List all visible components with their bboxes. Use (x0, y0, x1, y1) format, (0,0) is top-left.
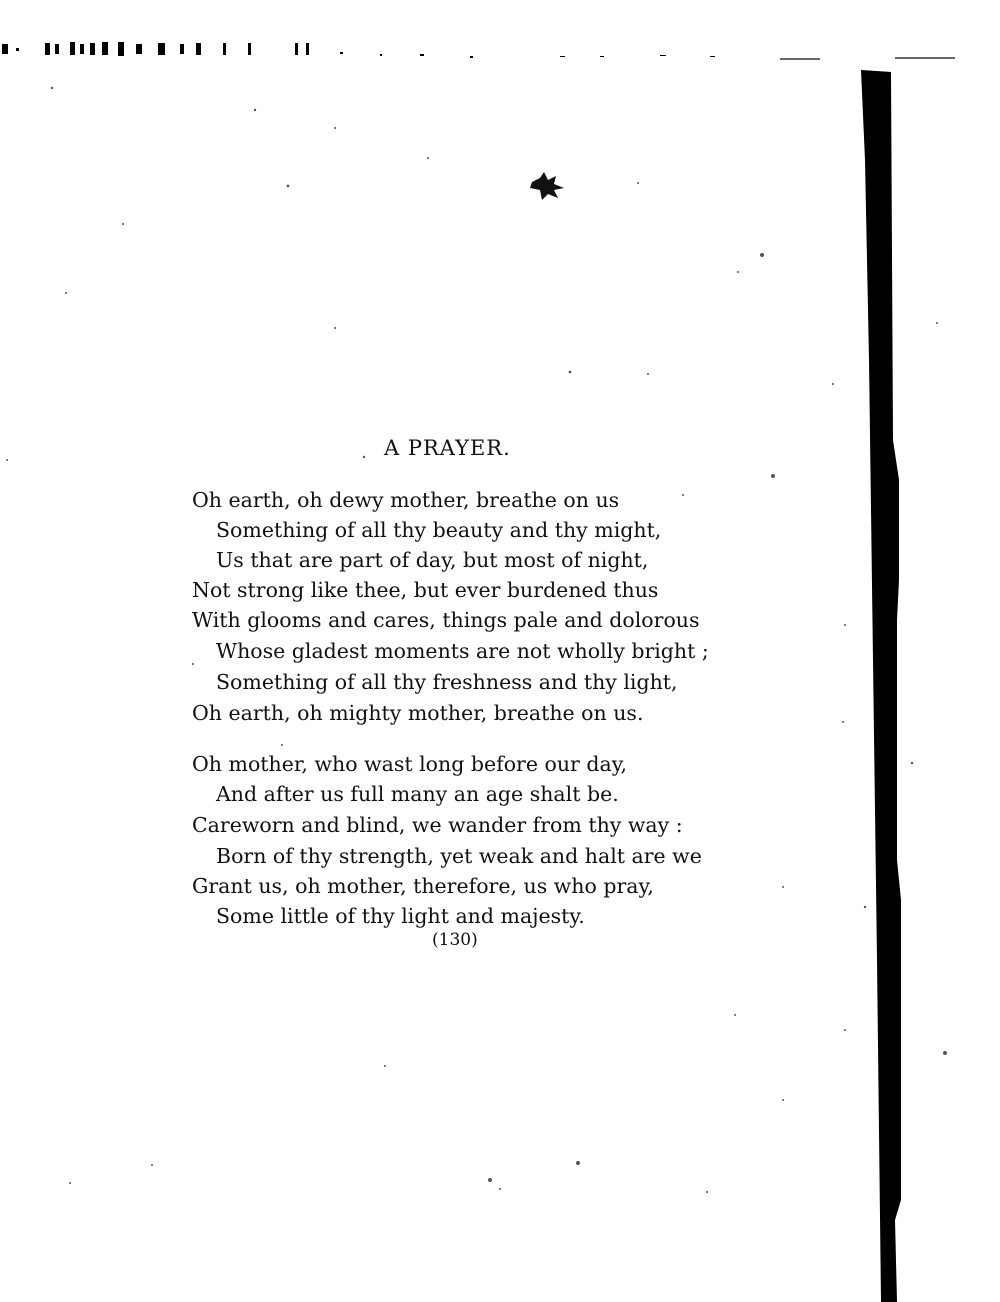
poem-line: Whose gladest moments are not wholly bright ; (216, 639, 709, 663)
page-number: (130) (432, 930, 478, 950)
poem-line: Oh mother, who wast long before our day, (192, 752, 628, 776)
poem-line: With glooms and cares, things pale and dolorous (192, 608, 700, 632)
poem-line: Born of thy strength, yet weak and halt are we (216, 844, 702, 868)
poem-line: Grant us, oh mother, therefore, us who pray, (192, 874, 654, 898)
poem-line: Oh earth, oh mighty mother, breathe on us. (192, 701, 644, 725)
poem-line: Not strong like thee, but ever burdened thus (192, 578, 659, 602)
poem-line: Something of all thy freshness and thy light, (216, 670, 678, 694)
poem-line: Careworn and blind, we wander from thy way : (192, 813, 683, 837)
poem-line: Something of all thy beauty and thy might, (216, 518, 662, 542)
poem-line: Us that are part of day, but most of night, (216, 548, 649, 572)
poem-line: Oh earth, oh dewy mother, breathe on us (192, 488, 620, 512)
poem-title: A PRAYER. (384, 436, 511, 460)
poem-line: Some little of thy light and majesty. (216, 904, 585, 928)
poem-line: And after us full many an age shalt be. (216, 782, 619, 806)
